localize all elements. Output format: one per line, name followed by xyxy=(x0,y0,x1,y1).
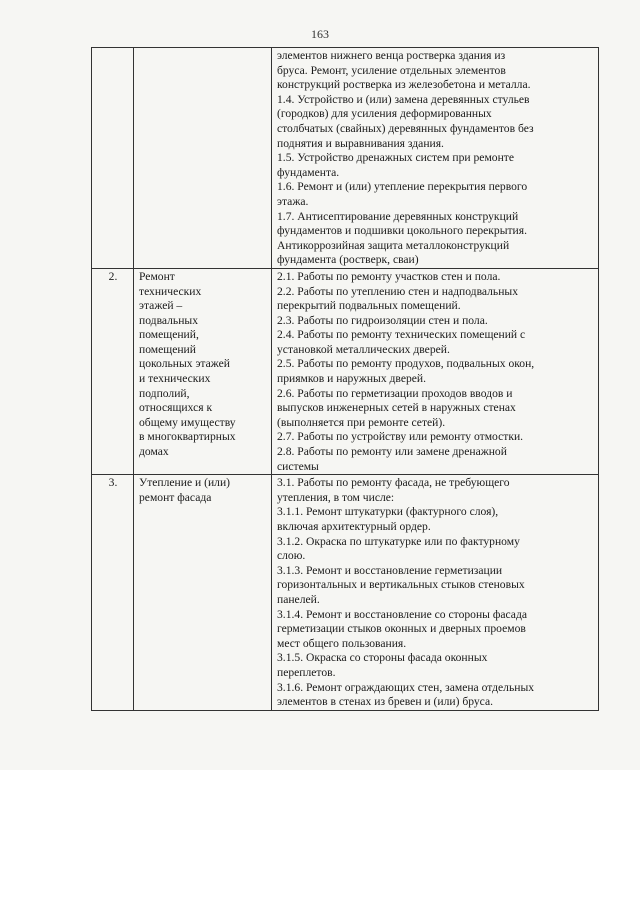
work-item-line: горизонтальных и вертикальных стыков стеновых xyxy=(277,578,525,592)
work-item-line: элементов нижнего венца ростверка здания из xyxy=(277,49,506,62)
element-name-line: подполий, xyxy=(139,386,190,400)
row-number: 2. xyxy=(92,268,134,474)
table-row xyxy=(92,268,599,474)
work-item-line: конструкций ростверка из железобетона и металла. xyxy=(277,78,531,92)
work-item-line: 3.1.2. Окраска по штукатурке или по фактурному xyxy=(277,534,520,548)
work-item-line: 2.8. Работы по ремонту или замене дренажной xyxy=(277,445,507,459)
row-number: 3. xyxy=(92,475,134,711)
element-name-line: помещений, xyxy=(139,328,199,342)
element-name-line: домах xyxy=(139,445,169,459)
work-item-line: (городков) для усиления деформированных xyxy=(277,107,492,121)
work-item-line: 3.1.6. Ремонт ограждающих стен, замена отдельных xyxy=(277,680,535,694)
work-item-line: переплетов. xyxy=(277,665,336,679)
element-name-line: технических xyxy=(139,284,202,298)
element-name-line: помещений xyxy=(139,342,196,356)
work-item-line: 3.1.5. Окраска со стороны фасада оконных xyxy=(277,651,488,665)
work-item-line: 3.1. Работы по ремонту фасада, не требующего xyxy=(277,476,510,490)
work-item-line: столбчатых (свайных) деревянных фундаментов без xyxy=(277,121,534,135)
work-item-line: этажа. xyxy=(277,194,309,208)
work-item-line: бруса. Ремонт, усиление отдельных элементов xyxy=(277,63,506,77)
work-item-line: фундамента (ростверк, сваи) xyxy=(277,253,419,267)
work-item-line: 2.7. Работы по устройству или ремонту отмостки. xyxy=(277,430,524,444)
element-name-line: Утепление и (или) xyxy=(139,476,231,490)
element-name-line: этажей – xyxy=(139,299,183,313)
work-item-line: выпусков инженерных сетей в наружных стенах xyxy=(277,401,516,415)
work-item-line: 3.1.1. Ремонт штукатурки (фактурного слоя), xyxy=(277,505,499,519)
work-item-line: утепления, в том числе: xyxy=(277,490,395,504)
work-item-line: 2.2. Работы по утеплению стен и надподвальных xyxy=(277,284,519,298)
work-item-line: 2.4. Работы по ремонту технических помещений с xyxy=(277,328,526,342)
work-item-line: мест общего пользования. xyxy=(277,636,407,650)
work-item-line: панелей. xyxy=(277,592,320,606)
work-item-line: слою. xyxy=(277,549,306,563)
row-number xyxy=(92,48,134,269)
element-name-line: в многоквартирных xyxy=(139,430,236,444)
works-table xyxy=(91,47,599,711)
work-item-line: 2.6. Работы по герметизации проходов вводов и xyxy=(277,386,513,400)
element-name-cell xyxy=(134,268,272,474)
element-name-line: ремонт фасада xyxy=(139,490,212,504)
work-item-line: 1.6. Ремонт и (или) утепление перекрытия первого xyxy=(277,180,528,194)
work-item-line: 2.5. Работы по ремонту продухов, подвальных окон, xyxy=(277,357,535,371)
work-item-line: 3.1.3. Ремонт и восстановление герметизации xyxy=(277,563,503,577)
work-item-line: Антикоррозийная защита металлоконструкций xyxy=(277,238,510,252)
work-item-line: 1.5. Устройство дренажных систем при ремонте xyxy=(277,151,514,165)
work-item-line: фундаментов и подшивки цокольного перекрытия. xyxy=(277,224,527,238)
element-name-cell xyxy=(134,475,272,711)
work-item-line: 1.4. Устройство и (или) замена деревянных стульев xyxy=(277,92,530,106)
page-number: 163 xyxy=(311,27,329,41)
work-item-line: герметизации стыков оконных и дверных проемов xyxy=(277,622,526,636)
element-name-line: относящихся к xyxy=(139,401,213,415)
work-item-line: элементов в стенах из бревен и (или) бруса. xyxy=(277,695,494,709)
table-row xyxy=(92,48,599,269)
works-list-cell xyxy=(272,475,599,711)
work-item-line: перекрытий подвальных помещений. xyxy=(277,299,461,313)
work-item-line: поднятия и выравнивания здания. xyxy=(277,136,444,150)
work-item-line: 2.1. Работы по ремонту участков стен и пола. xyxy=(277,269,501,283)
work-item-line: 1.7. Антисептирование деревянных конструкций xyxy=(277,209,519,223)
work-item-line: включая архитектурный ордер. xyxy=(277,520,431,533)
element-name-line: и технических xyxy=(139,372,211,386)
work-item-line: приямков и наружных дверей. xyxy=(277,372,427,386)
works-list-cell xyxy=(272,48,599,269)
work-item-line: фундамента. xyxy=(277,165,340,179)
work-item-line: 3.1.4. Ремонт и восстановление со стороны фасада xyxy=(277,607,527,621)
work-item-line: 2.3. Работы по гидроизоляции стен и пола. xyxy=(277,313,488,327)
work-item-line: установкой металлических дверей. xyxy=(277,342,450,356)
element-name-line: цокольных этажей xyxy=(139,357,230,371)
work-item-line: системы xyxy=(277,459,319,473)
element-name-cell xyxy=(134,48,272,269)
table-row xyxy=(92,475,599,711)
work-item-line: (выполняется при ремонте сетей). xyxy=(277,415,446,429)
element-name-line: Ремонт xyxy=(139,269,175,283)
element-name-line: подвальных xyxy=(139,313,198,327)
works-list-cell xyxy=(272,268,599,474)
works-table-body xyxy=(92,48,599,711)
element-name-line: общему имуществу xyxy=(139,415,236,429)
